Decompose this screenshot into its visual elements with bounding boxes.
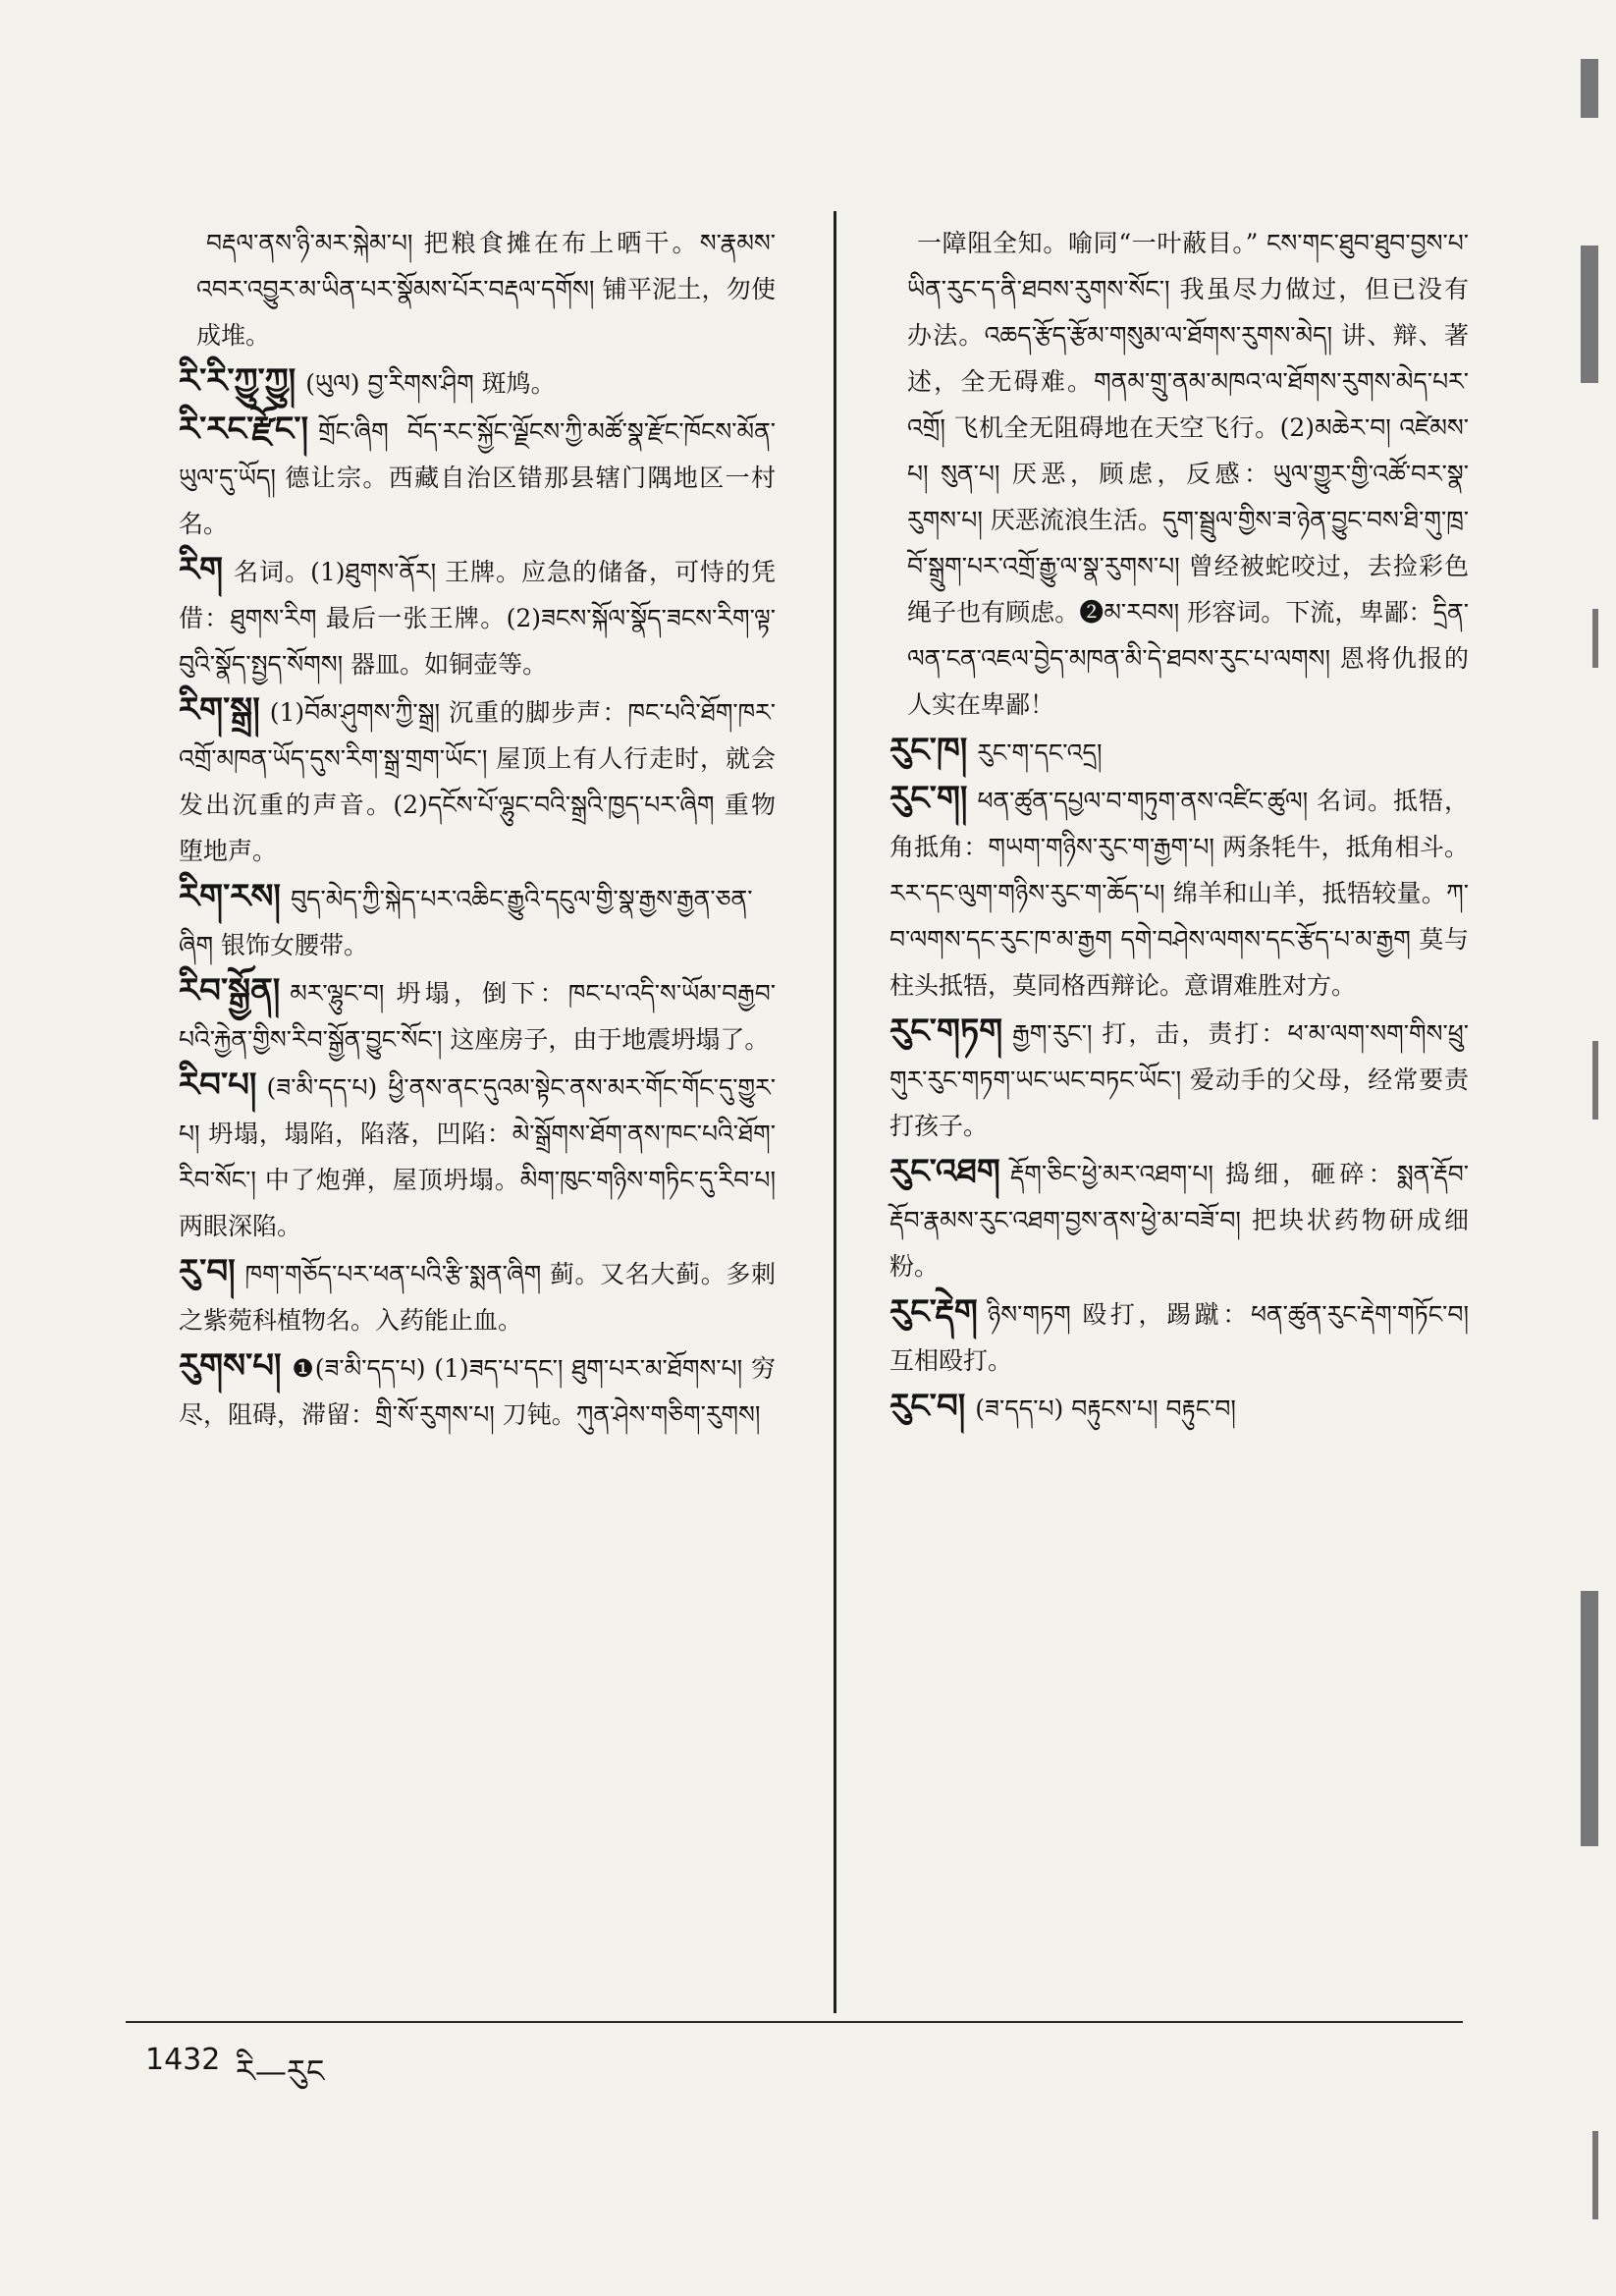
footer-rule <box>126 2021 1463 2023</box>
dictionary-entry <box>889 1009 1469 1149</box>
entry-definition: ཉིས་གཏག 殴打，踢蹴：ཕན་ཚུན་རུང་རྡེག་གཏོང་བ། 互相殴打。 <box>889 1300 1469 1375</box>
entry-headword: རུང་གཏག <box>889 1011 1003 1051</box>
dictionary-entry <box>889 728 1469 776</box>
entry-definition: 名词。(1)ཐུགས་ནོར། 王牌。应急的储备，可恃的凭借：ཐུགས་རིག 最后一张王牌。(2)ཟངས་སྐོལ་སྣོད་ཟངས་རིག་ལྟ་བུའི་སྣོད་སྤྱད་སོགས། 器皿。如铜壶等。 <box>179 558 776 679</box>
entry-definition: མར་ལྷུང་བ། 坍塌，倒下：ཁང་པ་འདི་ས་ཡོམ་བརྒྱབ་པའི་རྐྱེན་གྱིས་རིབ་སྒྱོན་བྱུང་སོང་། 这座房子，由于地震坍塌了。 <box>179 979 776 1054</box>
entry-definition: ཕན་ཚུན་དཔྱལ་བ་གཏུག་ནས་འཛིང་ཚུལ། 名词。抵牾，角抵角：གཡག་གཉིས་རུང་ག་རྒྱག་པ། 两条牦牛，抵角相斗。རར་དང་ལུག་གཉིས་རུང་ག་ཆོད་པ། 绵羊和山羊，抵牾较量。ཀ་བ་ལགས་དང་རུང་ཁ་མ་རྒྱག དགེ་བཤེས་ལགས་དང་རྩོད་པ་མ་རྒྱག 莫与柱头抵牾，莫同格西辩论。意谓难胜对方。 <box>889 787 1469 1000</box>
entry-headword: རིག་སྒྲ། <box>179 690 260 730</box>
dictionary-entry <box>179 358 776 407</box>
entry-headword: རིབ་པ། <box>179 1066 257 1105</box>
dictionary-entry <box>889 1149 1469 1289</box>
entry-headword: རུ་བ། <box>179 1252 236 1291</box>
entry-headword: རིབ་སྒྱོན། <box>179 971 281 1011</box>
left-column <box>179 218 776 1438</box>
dictionary-entry <box>889 218 1469 728</box>
entry-definition: བུད་མེད་ཀྱི་སྐེད་པར་འཆིང་རྒྱུའི་དངུལ་གྱི་སྣ་རྒྱས་རྒྱན་ཅན་ཞིག 银饰女腰带。 <box>179 885 753 959</box>
entry-headword: རུང་ཁ། <box>889 731 968 770</box>
entry-definition: (1)བོམ་ཤུགས་ཀྱི་སྒྲ། 沉重的脚步声：ཁང་པའི་ཐོག་ཁར་འགྲོ་མཁན་ཡོད་དུས་རིག་སྒྲ་གྲག་ཡོང་། 屋顶上有人行走时，就会发出沉重的声音。(2)དངོས་པོ་ལྷུང་བའི་སྒྲའི་ཁྱད་པར་ཞིག 重物堕地声。 <box>179 698 776 865</box>
entry-definition: གྲོང་ཞིག བོད་རང་སྐྱོང་ལྗོངས་ཀྱི་མཚོ་སྣ་རྫོང་ཁོངས་མོན་ཡུལ་དུ་ཡོད། 德让宗。西藏自治区错那县辖门隅地区一村名。 <box>179 417 776 538</box>
page-range-header: རི—རུང <box>236 2052 325 2090</box>
entry-definition: རྡོག་ཅིང་ཕྱེ་མར་འཐག་པ། 捣细，砸碎：སྨན་རྡོབ་རྡོབ་རྣམས་རུང་འཐག་བྱས་ནས་ཕྱེ་མ་བཟོ་བ། 把块状药物研成细粉。 <box>889 1160 1469 1281</box>
dictionary-entry <box>179 218 776 358</box>
entry-definition: ཁག་གཅོད་པར་ཕན་པའི་རྩི་སྨན་ཞིག 蓟。又名大蓟。多刺之紫菀科植物名。入药能止血。 <box>179 1260 776 1335</box>
entry-definition: (ཟ་མི་དད་པ) ཕྱི་ནས་ནང་དུའམ་སྟེང་ནས་མར་གོང་གོང་དུ་གྱུར་པ། 坍塌，塌陷，陷落，凹陷：མེ་སྒྲོགས་ཐོག་ནས་ཁང་པའི་ཐོག་རིབ་སོང་། 中了炮弹，屋顶坍塌。མིག་ཁུང་གཉིས་གཏིང་དུ་རིབ་པ། 两眼深陷。 <box>179 1073 776 1240</box>
column-divider <box>834 211 836 2013</box>
entry-definition: རུང་ག་དང་འདྲ། <box>977 738 1103 767</box>
dictionary-entry <box>179 1063 776 1249</box>
dictionary-entry <box>179 547 776 687</box>
dictionary-entry <box>179 407 776 547</box>
right-column <box>889 218 1469 1432</box>
entry-definition: རྒྱག་རུང་། 打，击，责打：ཕ་མ་ལག་སག་གིས་ཕྲུ་གུར་རུང་གཏག་ཡང་ཡང་བཏང་ཡོང་། 爱动手的父母，经常要责打孩子。 <box>889 1019 1469 1140</box>
dictionary-entry <box>179 874 776 968</box>
scan-margin-marks <box>1577 59 1598 2219</box>
entry-headword: རུང་ག། <box>889 779 968 818</box>
entry-definition: 一障阻全知。喻同“一叶蔽目。” ངས་གང་ཐུབ་ཐུབ་བྱས་པ་ཡིན་རུང་ད་ནི་ཐབས་རུགས་སོང་། 我虽尽力做过，但已没有办法。འཆད་རྩོད་རྩོམ་གསུམ་ལ་ཐོགས་རུགས་མེད། 讲、辩、著述，全无碍难。གནམ་གྲུ་ནམ་མཁའ་ལ་ཐོགས་རུགས་མེད་པར་འགྲོ། 飞机全无阻碍地在天空飞行。(2)མཆེར་བ། འཛེམས་པ། སུན་པ། 厌恶，顾虑，反感：ཡུལ་གྱུར་གྱི་འཚོ་བར་སྣ་རུགས་པ། 厌恶流浪生活。དུག་སྦྲུལ་གྱིས་ཟ་ཉེན་བྱུང་བས་ཐི་གུ་ཁྲ་བོ་སྒྲུག་པར་འགྲོ་རྒྱུ་ལ་སྣ་རུགས་པ། 曾经被蛇咬过，去捡彩色绳子也有顾虑。❷མ་རབས། 形容词。下流，卑鄙：དྲིན་ལན་ངན་འཇལ་བྱེད་མཁན་མི་དེ་ཐབས་རུང་པ་ལགས། 恩将仇报的人实在卑鄙！ <box>907 229 1469 719</box>
dictionary-entry <box>179 1249 776 1343</box>
dictionary-entry <box>179 968 776 1063</box>
dictionary-entry <box>889 776 1469 1009</box>
entry-headword: རིག་རས། <box>179 877 281 916</box>
entry-headword: རུང་འཐག <box>889 1152 1000 1191</box>
entry-definition: (ཡུལ) བྱ་རིགས་ཤིག 斑鸠。 <box>305 369 556 398</box>
dictionary-entry <box>889 1289 1469 1384</box>
entry-headword: རུང་རྡེག <box>889 1292 978 1332</box>
dictionary-entry <box>179 687 776 874</box>
entry-definition: ❶(ཟ་མི་དད་པ) (1)ཟད་པ་དང་། ཐུག་པར་མ་ཐོགས་པ། 穷尽，阻碍，滞留：གྲི་སོ་རུགས་པ། 刀钝。ཀུན་ཤེས་གཅིག་རུགས། <box>179 1354 776 1429</box>
entry-definition: བརྡལ་ནས་ཉི་མར་སྐེམ་པ། 把粮食摊在布上晒干。ས་རྣམས་འབར་འབྱུར་མ་ཡིན་པར་སྣོམས་པོར་བརྡལ་དགོས། 铺平泥土，勿使成堆。 <box>196 229 776 350</box>
dictionary-entry <box>179 1343 776 1438</box>
entry-headword: རི་རང་རྫོང་། <box>179 410 309 449</box>
entry-headword: རུང་བ། <box>889 1387 966 1426</box>
entry-headword: རི་རི་ཀྱུ་ཀྱུ། <box>179 361 296 401</box>
entry-definition: (ཟ་དད་པ) བརྟུངས་པ། བརྟུང་བ། <box>975 1394 1236 1423</box>
page-number: 1432 <box>145 2043 221 2077</box>
entry-headword: རུགས་པ། <box>179 1346 282 1386</box>
dictionary-entry <box>889 1384 1469 1432</box>
entry-headword: རིག <box>179 550 224 589</box>
